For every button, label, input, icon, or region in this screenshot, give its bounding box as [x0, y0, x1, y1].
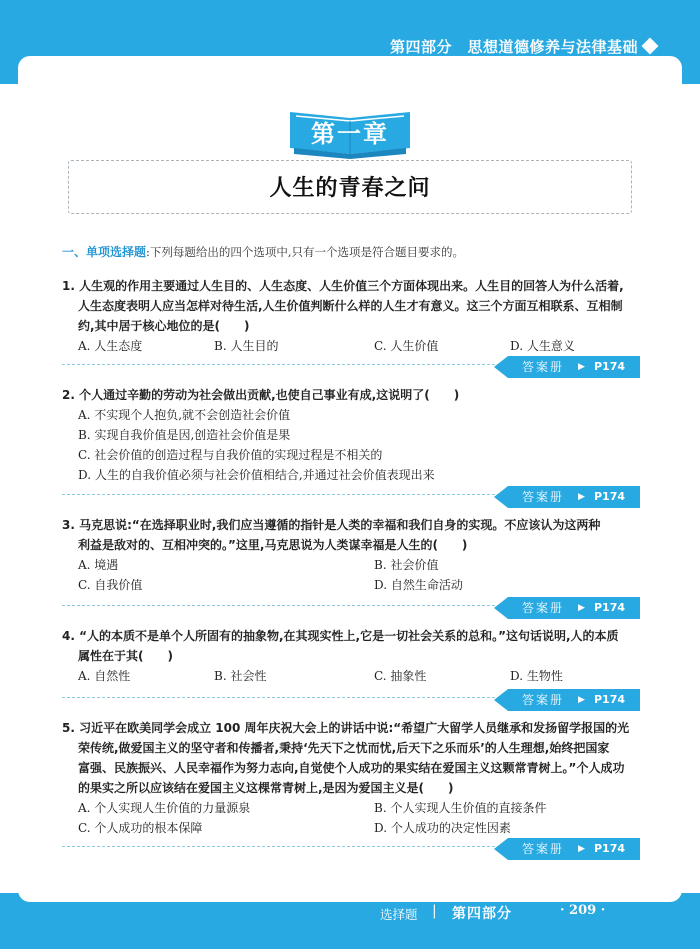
question-stem: 约,其中居于核心地位的是( ) [78, 319, 250, 333]
answer-row-1 [62, 360, 640, 374]
chapter-badge [286, 108, 414, 160]
option-d: D. 个人成功的决定性因素 [374, 821, 511, 835]
option-a: A. 自然性 [78, 669, 131, 683]
option-c: C. 抽象性 [374, 669, 427, 683]
option-c: C. 个人成功的根本保障 [78, 821, 203, 835]
question-stem: 5. 习近平在欧美同学会成立 100 周年庆祝大会上的讲话中说:“希望广大留学人员继承和发扬留学报国的光 [62, 721, 630, 735]
answer-page: P174 [594, 693, 626, 706]
answer-tag[interactable] [508, 689, 640, 711]
section-title: 一、单项选择题 [62, 245, 147, 259]
question-stem: 荣传统,做爱国主义的坚守者和传播者,秉持‘先天下之忧而忧,后天下之乐而乐’的人生理想,始终把国家 [78, 741, 610, 755]
option-c: C. 自我价值 [78, 578, 143, 592]
question-stem: 属性在于其( ) [78, 649, 173, 663]
play-arrow-icon: ▶ [578, 603, 585, 613]
play-arrow-icon: ▶ [578, 844, 585, 854]
chapter-title-box [68, 160, 632, 214]
answer-tag[interactable] [508, 356, 640, 378]
answer-label: 答案册 [522, 693, 565, 707]
question-stem: 富强、民族振兴、人民幸福作为努力志向,自觉使个人成功的果实结在爱国主义这颗常青树上。”个人成功 [78, 761, 625, 775]
footer-curve [18, 872, 682, 902]
answer-row-5 [62, 842, 640, 856]
footer-label: 选择题 [380, 907, 418, 922]
option-a: A. 人生态度 [78, 339, 143, 353]
play-arrow-icon: ▶ [578, 362, 585, 372]
header-title: 第四部分 思想道德修养与法律基础 [389, 38, 638, 56]
section-heading [62, 243, 464, 260]
question-stem: 3. 马克思说:“在选择职业时,我们应当遵循的指针是人类的幸福和我们自身的实现。不应该认为这两种 [62, 518, 601, 532]
answer-label: 答案册 [522, 601, 565, 615]
question-4 [62, 626, 640, 686]
option-d: D. 人生意义 [510, 339, 575, 353]
question-2 [62, 385, 640, 485]
option-b: B. 社会性 [214, 669, 267, 683]
answer-row-3 [62, 601, 640, 615]
chapter-label: 第一章 [311, 120, 389, 148]
question-stem: 2. 个人通过辛勤的劳动为社会做出贡献,也使自己事业有成,这说明了( ) [62, 388, 460, 402]
footer-separator: | [432, 903, 437, 919]
footer-part: 第四部分 [452, 906, 512, 922]
play-arrow-icon: ▶ [578, 492, 585, 502]
option-a: A. 个人实现人生价值的力量源泉 [78, 801, 251, 815]
answer-label: 答案册 [522, 490, 565, 504]
page-number: · 209 · [560, 903, 606, 918]
answer-tag[interactable] [508, 597, 640, 619]
option-b: B. 个人实现人生价值的直接条件 [374, 801, 547, 815]
option-b: B. 人生目的 [214, 339, 279, 353]
answer-row-2 [62, 490, 640, 504]
answer-tag[interactable] [508, 838, 640, 860]
question-1 [62, 276, 640, 356]
question-stem: 4. “人的本质不是单个人所固有的抽象物,在其现实性上,它是一切社会关系的总和。”这句话说明,人的本质 [62, 629, 619, 643]
section-description: :下列每题给出的四个选项中,只有一个选项是符合题目要求的。 [146, 245, 465, 259]
question-stem: 1. 人生观的作用主要通过人生目的、人生态度、人生价值三个方面体现出来。人生目的回答人为什么活着, [62, 279, 624, 293]
answer-page: P174 [594, 842, 626, 855]
question-stem: 人生态度表明人应当怎样对待生活,人生价值判断什么样的人生才有意义。这三个方面互相联系、互相制 [78, 299, 623, 313]
play-arrow-icon: ▶ [578, 695, 585, 705]
option-d: D. 生物性 [510, 669, 563, 683]
option-b: B. 社会价值 [374, 558, 439, 572]
option-b: B. 实现自我价值是因,创造社会价值是果 [78, 428, 291, 442]
option-d: D. 自然生命活动 [374, 578, 463, 592]
question-3 [62, 515, 640, 595]
question-stem: 利益是敌对的、互相冲突的。”这里,马克思说为人类谋幸福是人生的( ) [78, 538, 468, 552]
answer-row-4 [62, 693, 640, 707]
answer-page: P174 [594, 601, 626, 614]
answer-tag[interactable] [508, 486, 640, 508]
option-c: C. 人生价值 [374, 339, 439, 353]
answer-label: 答案册 [522, 842, 565, 856]
option-a: A. 不实现个人抱负,就不会创造社会价值 [78, 408, 291, 422]
answer-label: 答案册 [522, 360, 565, 374]
header-curve [18, 56, 682, 96]
answer-page: P174 [594, 360, 626, 373]
option-d: D. 人生的自我价值必须与社会价值相结合,并通过社会价值表现出来 [78, 468, 435, 482]
question-stem: 的果实之所以应该结在爱国主义这棵常青树上,是因为爱国主义是( ) [78, 781, 454, 795]
answer-page: P174 [594, 490, 626, 503]
question-5 [62, 718, 640, 838]
option-a: A. 境遇 [78, 558, 119, 572]
option-c: C. 社会价值的创造过程与自我价值的实现过程是不相关的 [78, 448, 383, 462]
chapter-title: 人生的青春之问 [269, 176, 431, 201]
